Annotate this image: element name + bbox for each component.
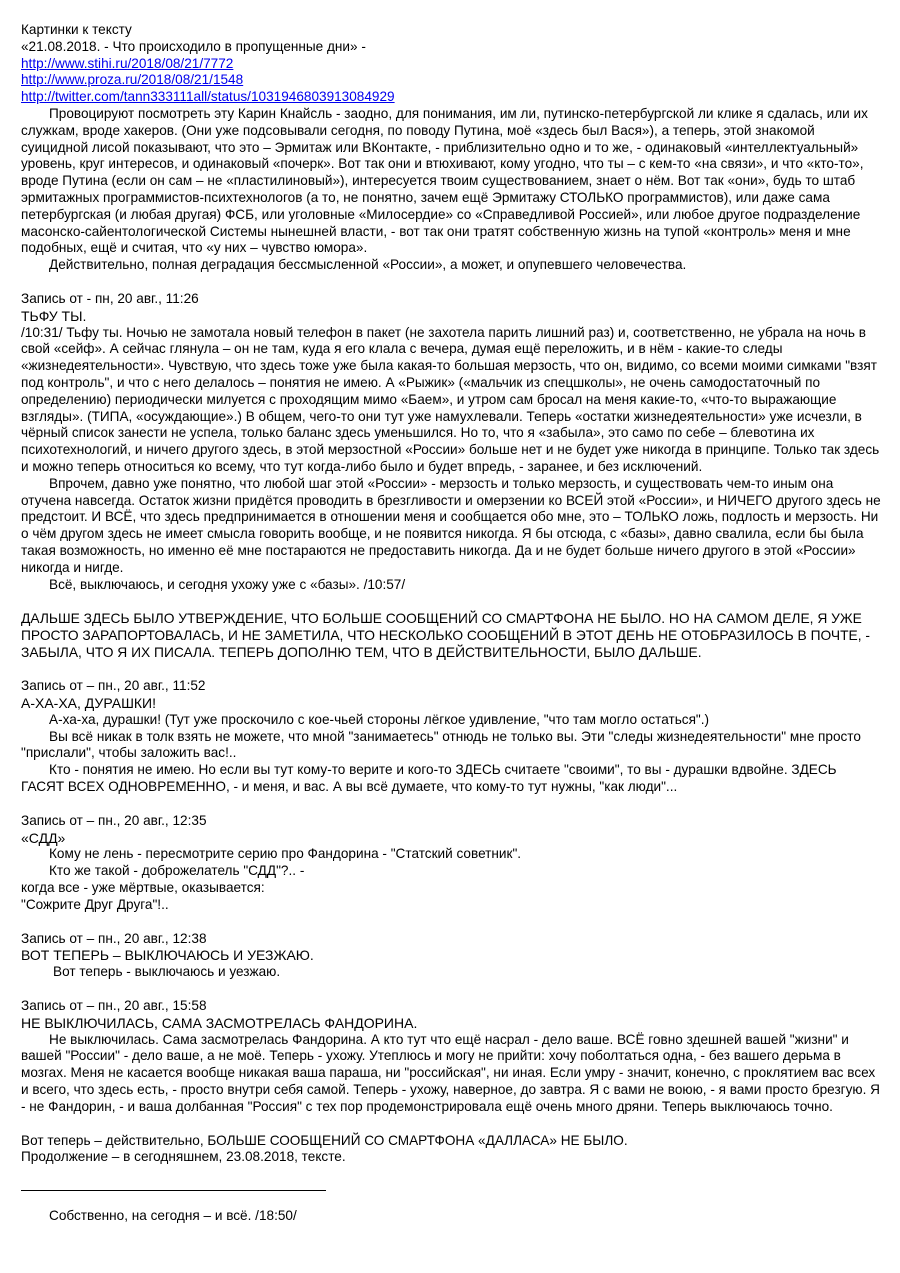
entry-paragraph: /10:31/ Тьфу ты. Ночью не замотала новый телефон в пакет (не захотела парить лишний раз) и, соответственно, не убрала на ночь в свой «сейф». А сейчас глянула – он не там, куда я его клала с вечера, думая ещё переложить, и в нём - какие-то следы «жизнедеятельности». Чувствую, что здесь тоже уже была какая-то большая мерзость, что он, видимо, со всеми моими симками "взят под контроль", и что с него делалось – понятия не имею. А «Рыжик» («мальчик из спецшколы», не очень самодостаточный по определению) периодически милуется с проходящим мимо «Баем», и утром сам бросал на меня какие-то, «что-то выражающие взгляды». (ТИПА, «осуждающие».) В общем, чего-то они тут уже намухлевали. Теперь «остатки жизнедеятельности» уже исчезли, в чёрный список занести не успела, только баланс здесь уменьшился. Но то, что я «забыла», это само по себе – блевотина их психотехнологий, и ничего другого здесь, в этой мерзостной «России» больше нет и не будет уже никогда в принципе. Только так здесь и можно теперь относиться ко всему, что тут когда-либо было и будет впредь, - заранее, и без исключений. (21, 324, 880, 474)
entry-title: НЕ ВЫКЛЮЧИЛАСЬ, САМА ЗАСМОТРЕЛАСЬ ФАНДОРИНА. (21, 1014, 418, 1031)
entry-paragraph: "Сожрите Друг Друга"!.. (21, 896, 169, 912)
entry-meta: Запись от – пн., 20 авг., 12:35 (21, 812, 207, 828)
entry-title: А-ХА-ХА, ДУРАШКИ! (21, 695, 157, 712)
entry-paragraph: Вы всё никак в толк взять не можете, что мной "занимаетесь" отнюдь не только вы. Эти "следы жизнедеятельности" мне просто "прислали", чтобы заложить вас!.. (21, 728, 861, 761)
entry-title: ТЬФУ ТЫ. (21, 307, 87, 324)
entry-meta: Запись от – пн., 20 авг., 12:38 (21, 930, 207, 946)
proza-link[interactable]: http://www.proza.ru/2018/08/21/1548 (21, 72, 244, 88)
entry-meta: Запись от – пн., 20 авг., 15:58 (21, 998, 207, 1014)
stihi-link[interactable]: http://www.stihi.ru/2018/08/21/7772 (21, 55, 234, 71)
header-line: «21.08.2018. - Что происходило в пропущенные дни» - (21, 38, 366, 54)
entry-meta: Запись от - пн, 20 авг., 11:26 (21, 290, 199, 306)
entry-title: «СДД» (21, 829, 66, 846)
entry-paragraph: Кому не лень - пересмотрите серию про Фандорина - "Статский советник". (49, 846, 522, 862)
entry-paragraph: Всё, выключаюсь, и сегодня ухожу уже с «базы». /10:57/ (49, 576, 406, 592)
entry-paragraph: Впрочем, давно уже понятно, что любой шаг этой «России» - мерзость и только мерзость, и существовать чем-то иным она отучена навсегда. Остаток жизни придётся проводить в брезгливости и омерзении ко ВСЕЙ этой «России», и НИЧЕГО другого здесь не предстоит. И ВСЁ, что здесь предпринимается в отношении меня и сообщается обо мне, это – ТОЛЬКО ложь, подлость и мерзость. Ни о чём другом здесь не имеет смысла говорить вообще, и не появится никогда. Я бы отсюда, с «базы», давно свалила, если бы была такая возможность, но именно её мне постараются не предоставить никогда. Да и не будет больше ничего другого в этой «России» никогда и нигде. (21, 475, 881, 575)
entry-title: ВОТ ТЕПЕРЬ – ВЫКЛЮЧАЮСЬ И УЕЗЖАЮ. (21, 947, 314, 964)
document-page (21, 22, 881, 1225)
caps-note: ДАЛЬШЕ ЗДЕСЬ БЫЛО УТВЕРЖДЕНИЕ, ЧТО БОЛЬШЕ СООБЩЕНИЙ СО СМАРТФОНА НЕ БЫЛО. НО НА САМОМ ДЕЛЕ, Я УЖЕ ПРОСТО ЗАРАПОРТОВАЛАСЬ, И НЕ ЗАМЕТИЛА, ЧТО НЕСКОЛЬКО СООБЩЕНИЙ В ЭТОТ ДЕНЬ НЕ ОТОБРАЗИЛОСЬ В ПОЧТЕ, - ЗАБЫЛА, ЧТО Я ИХ ПИСАЛА. ТЕПЕРЬ ДОПОЛНЮ ТЕМ, ЧТО В ДЕЙСТВИТЕЛЬНОСТИ, БЫЛО ДАЛЬШЕ. (21, 611, 871, 661)
entry-meta: Запись от – пн., 20 авг., 11:52 (21, 678, 206, 694)
footnote-divider (21, 1190, 326, 1191)
entry-paragraph: Кто - понятия не имею. Но если вы тут кому-то верите и кого-то ЗДЕСЬ считаете "своими", то вы - дурашки вдвойне. ЗДЕСЬ ГАСЯТ ВСЕХ ОДНОВРЕМЕННО, - и меня, и вас. А вы всё думаете, что кому-то тут нужны, "как люди"... (21, 762, 837, 795)
footnote: Собственно, на сегодня – и всё. /18:50/ (49, 1208, 297, 1224)
entry-paragraph: когда все - уже мёртвые, оказывается: (21, 880, 265, 896)
twitter-link[interactable]: http://twitter.com/tann333111all/status/1031946803913084929 (21, 89, 395, 105)
closing-line: Продолжение – в сегодняшнем, 23.08.2018, тексте. (21, 1149, 346, 1165)
header-line: Картинки к тексту (21, 22, 132, 37)
entry-paragraph: А-ха-ха, дурашки! (Тут уже проскочило с кое-чьей стороны лёгкое удивление, "что там могло остаться".) (49, 711, 710, 727)
entry-paragraph: Кто же такой - доброжелатель "СДД"?.. - (49, 863, 305, 879)
closing-line: Вот теперь – действительно, БОЛЬШЕ СООБЩЕНИЙ СО СМАРТФОНА «ДАЛЛАСА» НЕ БЫЛО. (21, 1132, 628, 1148)
entry-paragraph: Не выключилась. Сама засмотрелась Фандорина. А кто тут что ещё насрал - дело ваше. ВСЁ говно здешней вашей "жизни" и вашей "России" - дело ваше, а не моё. Теперь - ухожу. Утеплюсь и могу не прийти: хочу поболтаться одна, - без вашего дерьма в мозгах. Меня не касается вообще никакая ваша параша, ни "российская", ни иная. Если умру - значит, конечно, с проклятием вас всех и всего, что здесь есть, - просто внутри себя самой. Теперь - ухожу, наверное, до завтра. Я с вами не воюю, - я вами просто брезгую. Я - не Фандорин, - и ваша долбанная "Россия" с тех пор продемонстрировала ещё очень много дряни. Теперь выключаюсь точно. (21, 1031, 880, 1114)
entry-paragraph: Вот теперь - выключаюсь и уезжаю. (53, 964, 281, 980)
intro-paragraph: Провоцируют посмотреть эту Карин Кнайсль - заодно, для понимания, им ли, путинско-петербургской ли клике я сдалась, или их служкам, вроде хакеров. (Они уже подсовывали сегодня, по поводу Путина, моё «здесь был Вася»), а теперь, этой знакомой суицидной лисой показывают, что это – Эрмитаж или ВКонтакте, - приблизительно одно и то же, - одинаковый «интеллектуальный» уровень, круг интересов, и одинаковый «почерк». Вот так они и втюхивают, кому угодно, что ты – с кем-то «на связи», и что «кто-то», вроде Путина (если он сам – не «пластилиновый»), интересуется твоим существованием, знает о нём. Вот так «они», будь то штаб эрмитажных программистов-психтехнологов (а то, не понятно, зачем ещё Эрмитажу СТОЛЬКО программистов), или даже сама петербургская (и любая другая) ФСБ, или уголовные «Милосердие» со «Справедливой Россией», или любое другое подразделение масонско-сайентологической Системы нынешней власти, - вот так они тратят собственную жизнь на тупой «контроль» меня и мне подобных, ещё и считая, что «у них – чувство юмора». (21, 105, 868, 256)
intro-paragraph: Действительно, полная деградация бессмысленной «России», а может, и опупевшего человечества. (49, 257, 687, 273)
